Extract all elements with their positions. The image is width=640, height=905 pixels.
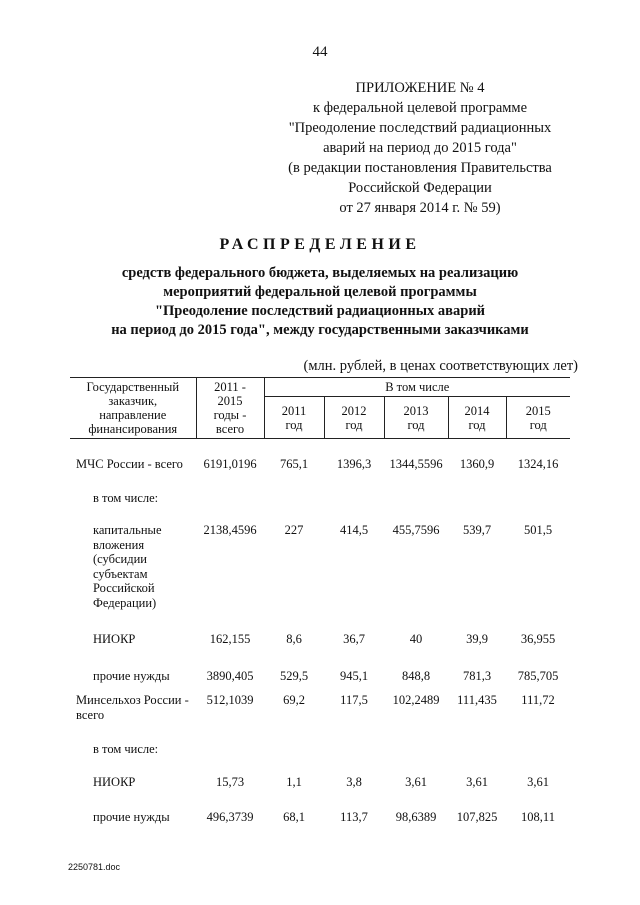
header-year-2011: 2011 год [264,397,324,439]
table-row [70,775,570,790]
table-cell: 3,61 [466,774,488,789]
row-label [70,523,196,610]
appendix-line: ПРИЛОЖЕНИЕ № 4 [355,80,485,96]
table-row [70,669,570,684]
table-cell [506,742,570,757]
appendix-line: Российской Федерации [348,180,492,196]
appendix-line: к федеральной целевой программе [312,100,528,116]
table-cell: 496,3739 [206,810,254,824]
row-spacer [70,789,570,810]
table-row [70,523,570,610]
table-cell: 2138,4596 [203,523,257,537]
table-row [70,810,570,825]
table-cell: 765,1 [279,457,309,471]
table-cell: 1360,9 [459,457,495,471]
table-cell: 3,8 [346,774,362,789]
header-year-2014: 2014 год [448,397,506,439]
table-cell: 848,8 [401,668,431,683]
row-label-line: в том числе: [93,490,159,505]
table-cell: 455,7596 [392,523,440,537]
table-cell: 111,435 [457,693,497,707]
table-cell: 108,11 [521,810,555,824]
table-cell: 36,7 [343,632,365,646]
table-cell: 1,1 [286,774,302,789]
appendix-line: от 27 января 2014 г. № 59) [339,200,501,216]
table-cell: 162,155 [209,632,251,646]
table-cell: 1324,16 [517,457,559,471]
header-total: 2011 - 2015 годы - всего [196,378,264,439]
table-row [70,742,570,757]
row-label-line: капитальные [93,523,162,537]
row-spacer [70,722,570,742]
table-cell: 227 [284,523,304,537]
table-cell: 6191,0196 [203,457,257,471]
table-cell: 1396,3 [336,457,372,471]
header-customer: Государственный заказчик, направление финансирования [70,378,196,439]
table-cell: 39,9 [466,632,488,646]
table-cell: 529,5 [279,668,309,683]
funding-table [70,377,570,825]
table-cell [324,742,384,757]
table-cell [196,491,264,506]
appendix-line: "Преодоление последствий радиационных [288,120,552,136]
row-label-line: Минсельхоз России - [76,693,189,707]
footer-filename: 2250781.doc [68,862,121,872]
table-cell [196,742,264,757]
table-row [70,693,570,722]
row-label [70,693,196,722]
row-spacer [70,472,570,491]
table-cell: 113,7 [340,810,368,824]
row-spacer [70,757,570,775]
appendix-line: аварий на период до 2015 года" [323,140,517,156]
row-spacer [70,647,570,669]
table-cell: 1344,5596 [389,457,443,471]
document-title: РАСПРЕДЕЛЕНИЕ [219,236,421,253]
row-label [70,632,196,647]
row-spacer [70,683,570,693]
row-spacer [70,610,570,632]
table-cell: 8,6 [286,632,302,646]
table-cell: 40 [409,632,423,646]
row-label [70,457,196,472]
row-label-line: вложения [93,537,145,552]
header-year-2013: 2013 год [384,397,448,439]
row-label-line: МЧС России - всего [76,457,183,471]
document-subtitle [0,264,640,340]
table-cell: 501,5 [523,523,553,537]
table-cell: 414,5 [339,523,369,537]
table-cell: 36,955 [520,632,556,646]
appendix-block [270,78,570,218]
table-row [70,457,570,472]
row-label [70,775,196,790]
table-cell: 3,61 [527,774,549,789]
table-cell: 945,1 [339,668,369,683]
header-including: В том числе [264,378,570,397]
table-cell: 3890,405 [206,668,254,683]
table-cell: 98,6389 [395,810,437,824]
subtitle-line: на период до 2015 года", между государственными заказчиками [111,322,529,338]
table-cell: 69,2 [283,693,305,707]
table-cell: 539,7 [462,523,492,537]
units-note: (млн. рублей, в ценах соответствующих лет) [303,358,578,374]
table-cell [506,491,570,506]
subtitle-line: средств федерального бюджета, выделяемых на реализацию [121,265,519,281]
table-cell [384,742,448,757]
row-label-line: НИОКР [93,774,136,789]
row-label-line: НИОКР [93,632,136,646]
table-cell: 781,3 [462,668,492,683]
table-cell: 68,1 [283,810,305,824]
table-row [70,632,570,647]
row-spacer [70,505,570,523]
subtitle-line: мероприятий федеральной целевой программы [163,284,477,300]
table-cell: 107,825 [456,810,498,824]
table-cell [384,491,448,506]
page-number: 44 [312,44,328,60]
row-spacer [70,439,570,458]
row-label-line: Федерации) [93,595,157,610]
table-cell [324,491,384,506]
row-label [70,491,196,506]
table-cell: 512,1039 [206,693,254,707]
row-label-line: всего [76,707,105,722]
row-label-line: в том числе: [93,742,159,756]
table-cell [448,742,506,757]
row-label-line: (субсидии [93,552,147,566]
row-label-line: Российской [93,581,155,595]
table-cell: 15,73 [215,774,245,789]
header-year-2012: 2012 год [324,397,384,439]
subtitle-line: "Преодоление последствий радиационных аварий [154,303,486,319]
table-cell: 785,705 [517,668,559,683]
table-body [70,439,570,825]
row-label-line: субъектам [93,566,148,581]
table-cell: 3,61 [405,774,427,789]
table-cell: 102,2489 [392,693,440,707]
row-label [70,810,196,825]
row-label [70,669,196,684]
table-cell [264,491,324,506]
row-label [70,742,196,757]
header-year-2015: 2015 год [506,397,570,439]
appendix-line: (в редакции постановления Правительства [288,160,552,176]
row-label-line: прочие нужды [93,668,170,683]
table-cell: 111,72 [521,693,555,707]
table-row [70,491,570,506]
table-cell [448,491,506,506]
row-label-line: прочие нужды [93,810,170,824]
table-cell: 117,5 [340,693,368,707]
table-cell [264,742,324,757]
